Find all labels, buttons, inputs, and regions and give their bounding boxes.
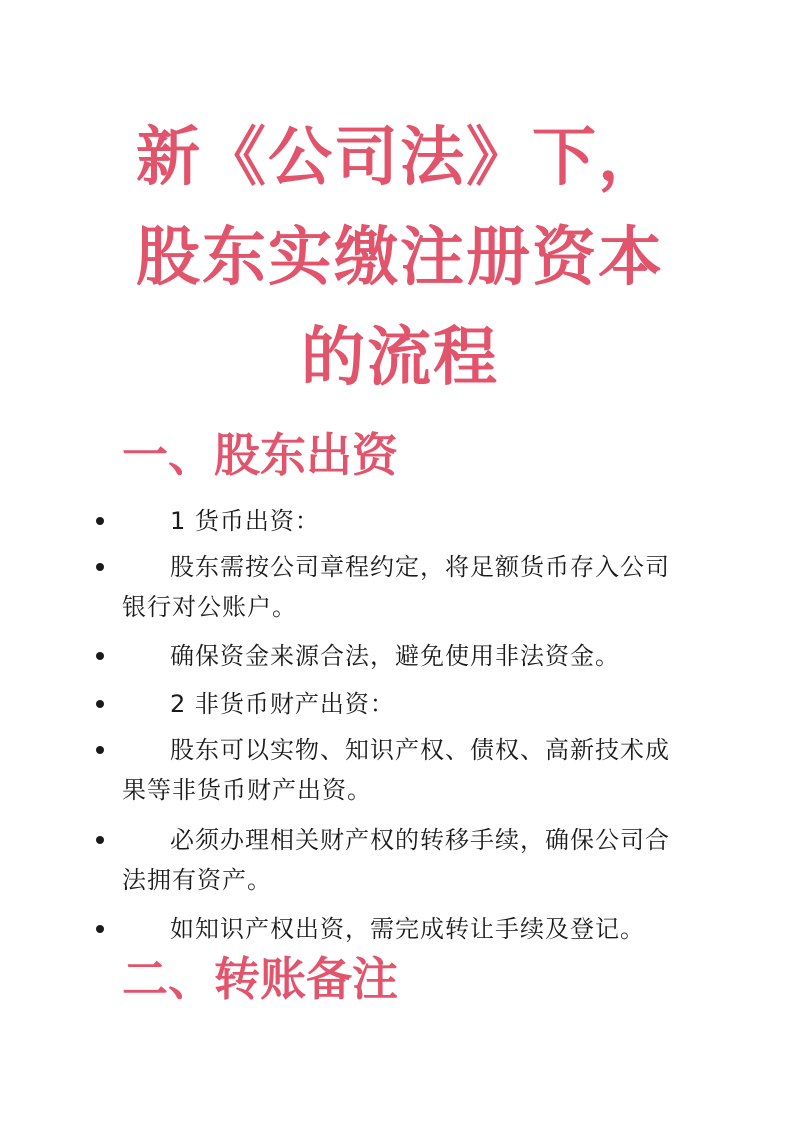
bullet-dot bbox=[96, 517, 104, 525]
list-item-monetary-contribution: 1 货币出资： bbox=[170, 507, 320, 535]
list-item-non-monetary-contribution: 2 非货币财产出资： bbox=[170, 690, 395, 718]
bullet-dot bbox=[96, 563, 104, 571]
list-item: 股东可以实物、知识产权、债权、高新技术成果等非货币财产出资。 bbox=[122, 736, 670, 804]
bullet-dot bbox=[96, 925, 104, 933]
bullet-dot bbox=[96, 836, 104, 844]
section-heading-transfer-remark: 二、转账备注 bbox=[122, 952, 398, 1006]
list-item: 股东需按公司章程约定，将足额货币存入公司银行对公账户。 bbox=[122, 553, 670, 621]
list-item: 如知识产权出资，需完成转让手续及登记。 bbox=[170, 915, 645, 943]
list-item: 必须办理相关财产权的转移手续，确保公司合法拥有资产。 bbox=[122, 826, 670, 894]
section-heading-shareholder-contribution: 一、股东出资 bbox=[122, 428, 398, 482]
bullet-dot bbox=[96, 746, 104, 754]
title-line-3: 的流程 bbox=[301, 321, 499, 395]
list-item: 确保资金来源合法，避免使用非法资金。 bbox=[170, 642, 620, 670]
bullet-dot bbox=[96, 700, 104, 708]
bullet-dot bbox=[96, 652, 104, 660]
title-line-1: 新《公司法》下， bbox=[136, 121, 664, 195]
title-line-2: 股东实缴注册资本 bbox=[136, 221, 664, 295]
